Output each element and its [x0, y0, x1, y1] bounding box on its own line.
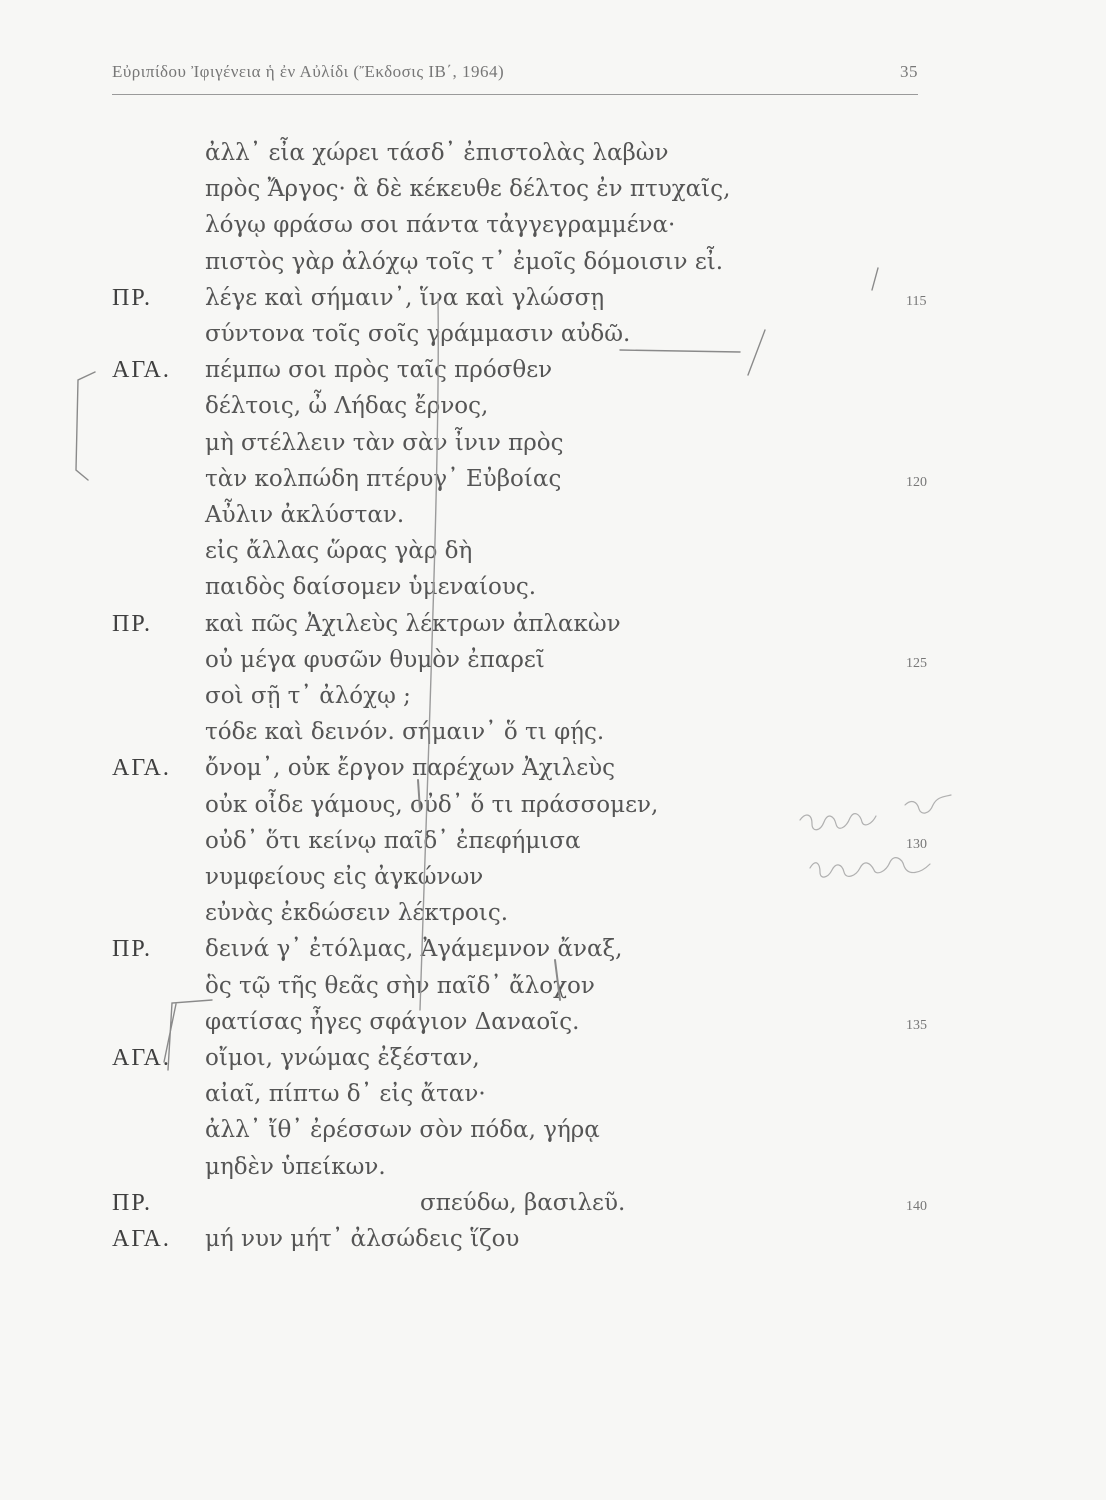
verse-line: [0, 569, 1106, 605]
verse-line: [0, 642, 1106, 678]
verse-line: [0, 316, 1106, 352]
verse-line: [0, 606, 1106, 642]
verse-text: πιστὸς γὰρ ἀλόχῳ τοῖς τ᾿ ἐμοῖς δόμοισιν εἶ.: [205, 248, 724, 275]
verse-text: οὐ μέγα φυσῶν θυμὸν ἐπαρεῖ: [205, 646, 545, 673]
verse-text: παιδὸς δαίσομεν ὑμεναίους.: [205, 574, 537, 601]
verse-text: ἀλλ᾿ εἶα χώρει τάσδ᾿ ἐπιστολὰς λαβὼν: [205, 140, 669, 166]
running-header: [112, 62, 918, 88]
verse-line: [0, 968, 1106, 1004]
line-number: 140: [906, 1198, 927, 1214]
verse-text: φατίσας ἦγες σφάγιον Δαναοῖς.: [205, 1008, 580, 1035]
verse-text: σπεύδω, βασιλεῦ.: [420, 1189, 626, 1216]
verse-line: [0, 678, 1106, 714]
line-number: 120: [906, 474, 927, 490]
verse-text: τόδε καὶ δεινόν. σήμαιν᾿ ὅ τι φῄς.: [205, 719, 605, 746]
verse-text: τὰν κολπώδη πτέρυγ᾿ Εὐβοίας: [205, 465, 562, 492]
verse-line: [0, 1185, 1106, 1221]
verse-line: [0, 135, 1106, 171]
verse-line: [0, 1112, 1106, 1148]
verse-text: δεινά γ᾿ ἐτόλμας, Ἀγάμεμνον ἄναξ,: [205, 936, 623, 963]
speaker-label: ΠΡ.: [112, 1189, 153, 1216]
verse-line: [0, 1004, 1106, 1040]
verse-line: [0, 1040, 1106, 1076]
verse-text: πρὸς Ἄργος· ἃ δὲ κέκευθε δέλτος ἐν πτυχαῖς,: [205, 176, 731, 203]
speaker-label: ΑΓΑ.: [112, 755, 171, 782]
speaker-label: ΠΡ.: [112, 936, 153, 963]
page-number: 35: [900, 62, 918, 81]
verse-text: μηδὲν ὑπείκων.: [205, 1153, 386, 1180]
speaker-label: ΠΡ.: [112, 610, 153, 637]
verse-line: [0, 533, 1106, 569]
line-number: 115: [906, 293, 927, 309]
verse-line: [0, 171, 1106, 207]
speaker-label: ΑΓΑ.: [112, 1226, 171, 1252]
verse-text: οὐκ οἶδε γάμους, οὐδ᾿ ὅ τι πράσσομεν,: [205, 791, 659, 818]
speaker-label: ΑΓΑ.: [112, 357, 171, 384]
verse-text: εὐνὰς ἐκδώσειν λέκτροις.: [205, 900, 509, 927]
verse-text: καὶ πῶς Ἀχιλεὺς λέκτρων ἀπλακὼν: [205, 610, 621, 637]
verse-text: Αὖλιν ἀκλύσταν.: [205, 502, 405, 528]
verse-text: σύντονα τοῖς σοῖς γράμμασιν αὐδῶ.: [205, 321, 631, 347]
line-number: 135: [906, 1017, 927, 1033]
verse-line: [0, 859, 1106, 895]
verse-line: [0, 425, 1106, 461]
verse-text: αἰαῖ, πίπτω δ᾿ εἰς ἄταν·: [205, 1081, 486, 1108]
verse-line: [0, 895, 1106, 931]
verse-line: [0, 787, 1106, 823]
speaker-label: ΠΡ.: [112, 284, 153, 311]
verse-line: [0, 1076, 1106, 1112]
verse-text: πέμπω σοι πρὸς ταῖς πρόσθεν: [205, 357, 553, 384]
line-number: 125: [906, 655, 927, 671]
header-rule: [112, 94, 918, 95]
verse-line: [0, 823, 1106, 859]
verse-line: [0, 388, 1106, 424]
verse-text: μή νυν μήτ᾿ ἀλσώδεις ἵζου: [205, 1226, 520, 1252]
verse-line: [0, 352, 1106, 388]
verse-text: σοὶ σῇ τ᾿ ἀλόχῳ ;: [205, 683, 411, 709]
verse-text: δέλτοις, ὦ Λήδας ἔρνος,: [205, 393, 489, 420]
verse-text: ὄνομ᾿, οὐκ ἔργον παρέχων Ἀχιλεὺς: [205, 755, 616, 782]
running-title: Εὐριπίδου Ἰφιγένεια ἡ ἐν Αὐλίδι (Ἔκδοσις ΙΒ΄, 1964): [112, 62, 505, 81]
verse-text: λόγῳ φράσω σοι πάντα τἀγγεγραμμένα·: [205, 212, 676, 239]
verse-text: ἀλλ᾿ ἴθ᾿ ἐρέσσων σὸν πόδα, γήρᾳ: [205, 1117, 600, 1144]
verse-text: λέγε καὶ σήμαιν᾿, ἵνα καὶ γλώσσῃ: [205, 284, 605, 311]
verse-text: οἴμοι, γνώμας ἐξέσταν,: [205, 1045, 480, 1071]
line-number: 130: [906, 836, 927, 852]
verse-line: [0, 497, 1106, 533]
verse-text: νυμφείους εἰς ἀγκώνων: [205, 864, 484, 890]
verse-line: [0, 461, 1106, 497]
verse-line: [0, 750, 1106, 786]
verse-line: [0, 714, 1106, 750]
verse-line: [0, 1149, 1106, 1185]
verse-text: εἰς ἄλλας ὥρας γὰρ δὴ: [205, 538, 473, 565]
verse-line: [0, 207, 1106, 243]
verse-line: [0, 1221, 1106, 1257]
verse-line: [0, 280, 1106, 316]
verse-text: οὐδ᾿ ὅτι κείνῳ παῖδ᾿ ἐπεφήμισα: [205, 827, 581, 854]
verse-text: μὴ στέλλειν τὰν σὰν ἶνιν πρὸς: [205, 429, 564, 456]
speaker-label: ΑΓΑ.: [112, 1045, 171, 1071]
verse-line: [0, 244, 1106, 280]
verse-line: [0, 931, 1106, 967]
verse-text: ὃς τῷ τῆς θεᾶς σὴν παῖδ᾿ ἄλοχον: [205, 972, 595, 999]
